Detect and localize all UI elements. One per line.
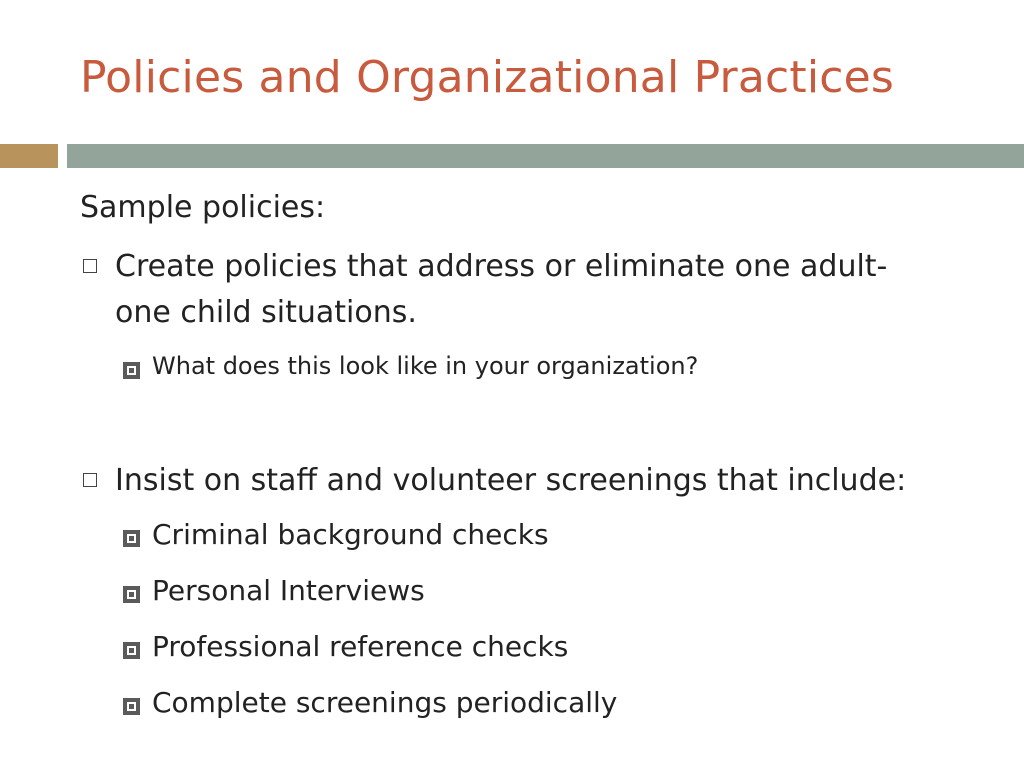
sub-bullet-text: Personal Interviews (152, 574, 425, 607)
hollow-square-bullet-icon (83, 259, 97, 273)
bullet-item (80, 244, 960, 336)
sub-bullet-item (121, 686, 617, 719)
bullet-text-line-2: one child situations. (115, 295, 417, 330)
title-divider-bar (67, 144, 1024, 168)
sub-bullet-text: Professional reference checks (152, 630, 569, 663)
filled-square-bullet-icon (123, 530, 140, 547)
hollow-square-bullet-icon (83, 473, 97, 487)
filled-square-bullet-icon (123, 362, 140, 379)
bullet-text-line-1: Create policies that address or eliminate one adult- (115, 249, 888, 284)
filled-square-bullet-icon (123, 586, 140, 603)
sub-bullet-item (121, 630, 568, 663)
filled-square-bullet-icon (123, 642, 140, 659)
intro-text: Sample policies: (80, 190, 326, 225)
title-accent-bar (0, 144, 58, 168)
sub-bullet-text: Criminal background checks (152, 518, 549, 551)
sub-bullet-item (121, 574, 425, 607)
bullet-item (80, 458, 960, 504)
sub-bullet-text: What does this look like in your organization? (152, 352, 699, 380)
bullet-text: Insist on staff and volunteer screenings that include: (115, 463, 907, 498)
sub-bullet-text: Complete screenings periodically (152, 686, 618, 719)
sub-bullet-item (121, 518, 549, 551)
slide-title: Policies and Organizational Practices (80, 52, 895, 103)
sub-bullet-item (121, 352, 698, 380)
filled-square-bullet-icon (123, 698, 140, 715)
